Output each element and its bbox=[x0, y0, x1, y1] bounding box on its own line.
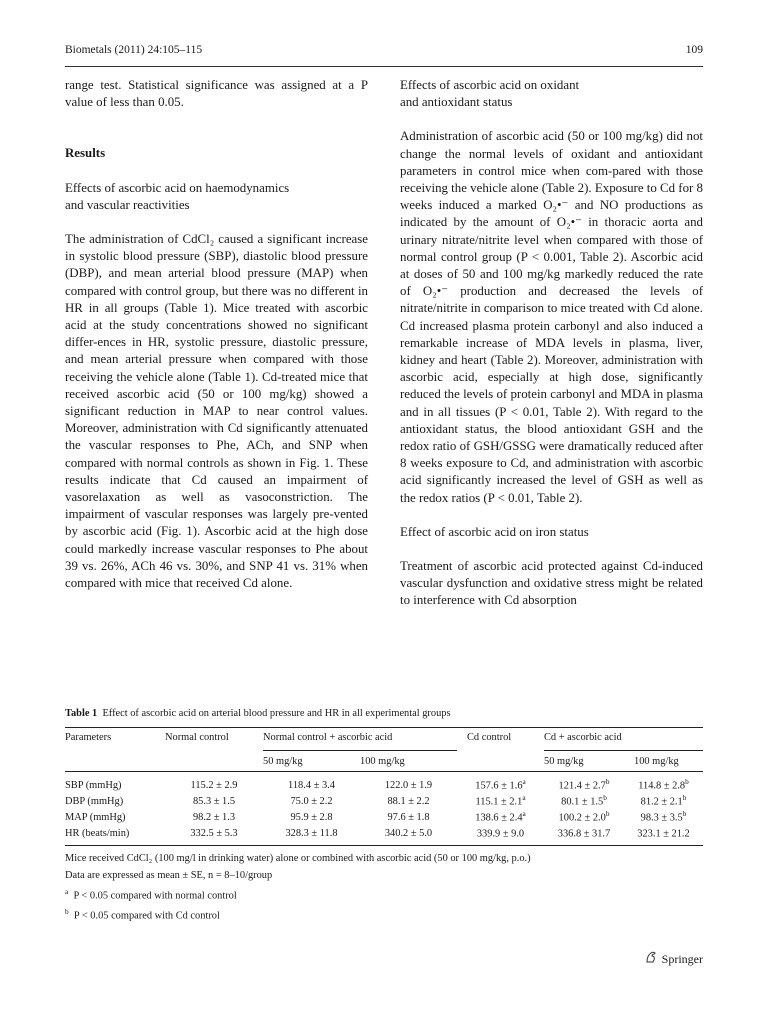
oxidant-paragraph: Administration of ascorbic acid (50 or 100 mg/kg) did not change the normal levels of oxidant and antioxidant parameters in control mice when com-pared with those receiving the vehicle alone (Table 2). Exposure to Cd for 8 weeks induced a marked O₂•⁻ and NO productions as indicated by the amount of O₂•⁻ in thoracic aorta and urinary nitrate/nitrite level when compared with those of normal control group (P < 0.001, Table 2). Ascorbic acid at doses of 50 and 100 mg/kg markedly reduced the rate of O₂•⁻ production and decreased the levels of nitrate/nitrite in comparison to mice treated with Cd alone. Cd increased plasma protein carbonyl and also induced a remarkable increase of MDA levels in plasma, liver, kidney and heart (Table 2). Moreover, administration with ascorbic acid, especially at high dose, significantly reduced the levels of protein carbonyl and MDA in plasma and in all tissues (P < 0.01, Table 2). With regard to the antioxidant status, the blood antioxidant GSH and the redox ratio of GSH/GSSG were dramatically reduced after 8 weeks exposure to Cd, and administration with ascorbic acid significantly increased the level of GSH as well as the redox ratios (P < 0.01, Table 2). bbox=[400, 129, 703, 505]
col-header-cd-100: 100 mg/kg bbox=[624, 751, 703, 772]
col-header-parameters: Parameters bbox=[65, 728, 165, 751]
haemodynamics-paragraph: The administration of CdCl₂ caused a significant increase in systolic blood pressure (SBP), diastolic blood pressure (DBP), and mean arterial blood pressure (MAP) when compared with control group, but there was no different in HR in all groups (Table 1). Mice treated with ascorbic acid at the study concentrations showed no significant differ-ences in HR, systolic pressure, diastolic pressure, and mean arterial pressure when compared with those receiving the vehicle alone (Table 1). Cd-treated mice that received ascorbic acid (50 or 100 mg/kg) showed a significant reduction in MAP to near control values. Moreover, administration with Cd significantly attenuated the vascular responses to Phe, ACh, and SNP when compared with normal controls as shown in Fig. 1. These results indicate that Cd caused an impairment of vasorelaxation as well as vasoconstriction. The impairment of vascular responses was largely pre-vented by ascorbic acid (Fig. 1). Ascorbic acid at the high dose could markedly increase vascular responses to Phe about 39 vs. 26%, ACh 46 vs. 30%, and SNP 41 vs. 31% when compared with mice that received Cd alone. bbox=[65, 232, 368, 591]
footnote-b: $^b$ P < 0.05 compared with Cd control bbox=[65, 908, 220, 922]
col-header-normal: Normal control bbox=[165, 728, 263, 751]
table-1 bbox=[65, 708, 703, 925]
table-caption: Table 1 Effect of ascorbic acid on arterial blood pressure and HR in all experimental groups bbox=[65, 708, 451, 719]
running-header bbox=[65, 44, 703, 64]
results-heading: Results bbox=[65, 146, 106, 161]
springer-horse-icon bbox=[644, 950, 658, 968]
page-number: 109 bbox=[685, 44, 703, 56]
methods-tail-paragraph: range test. Statistical significance was assigned at a P value of less than 0.05. bbox=[65, 78, 368, 110]
subsection-heading-oxidant: Effects of ascorbic acid on oxidant and antioxidant status bbox=[400, 78, 580, 110]
col-header-nc-50: 50 mg/kg bbox=[263, 751, 360, 772]
journal-citation: Biometals (2011) 24:105–115 bbox=[65, 44, 203, 56]
subsection-heading-iron: Effect of ascorbic acid on iron status bbox=[400, 524, 589, 539]
iron-paragraph: Treatment of ascorbic acid protected against Cd-induced vascular dysfunction and oxidative stress might be related to interference with Cd absorption bbox=[400, 559, 703, 608]
footnote-a: $^a$ P < 0.05 compared with normal control bbox=[65, 888, 237, 902]
table-row: HR (beats/min) 332.5 ± 5.3 328.3 ± 11.8 340.2 ± 5.0 339.9 ± 9.0 336.8 ± 31.7 323.1 ± 21.2 bbox=[65, 825, 703, 846]
table-row: DBP (mmHg) 85.3 ± 1.5 75.0 ± 2.2 88.1 ± 2.2 115.1 ± 2.1$^a$ 80.1 ± 1.5$^b$ 81.2 ± 2.1$^b$ bbox=[65, 794, 687, 808]
footnote-treatment: Mice received CdCl₂ (100 mg/l in drinking water) alone or combined with ascorbic acid (50 or 100 mg/kg, p.o.) bbox=[65, 853, 531, 864]
publisher-name: Springer bbox=[661, 951, 703, 966]
col-header-normal-aa: Normal control + ascorbic acid bbox=[263, 728, 457, 751]
publisher-logo bbox=[644, 950, 703, 968]
col-header-cd: Cd control bbox=[457, 728, 544, 751]
table-row: MAP (mmHg) 98.2 ± 1.3 95.9 ± 2.8 97.6 ± 1.8 138.6 ± 2.4$^a$ 100.2 ± 2.0$^b$ 98.3 ± 3.5$^b$ bbox=[65, 810, 687, 824]
left-column bbox=[65, 77, 368, 592]
col-header-cd-50: 50 mg/kg bbox=[544, 751, 624, 772]
col-header-nc-100: 100 mg/kg bbox=[360, 751, 457, 772]
col-header-cd-aa: Cd + ascorbic acid bbox=[544, 728, 703, 751]
bp-table bbox=[65, 727, 703, 846]
footnote-data: Data are expressed as mean ± SE, n = 8–10/group bbox=[65, 870, 273, 881]
table-footnotes bbox=[65, 850, 703, 925]
subsection-heading-haemodynamics: Effects of ascorbic acid on haemodynamics and vascular reactivities bbox=[65, 180, 290, 212]
header-rule bbox=[65, 66, 703, 67]
table-row: SBP (mmHg) 115.2 ± 2.9 118.4 ± 3.4 122.0 ± 1.9 157.6 ± 1.6$^a$ 121.4 ± 2.7$^b$ 114.8 ± 2.8$^b$ bbox=[65, 778, 689, 792]
right-column bbox=[400, 77, 703, 610]
